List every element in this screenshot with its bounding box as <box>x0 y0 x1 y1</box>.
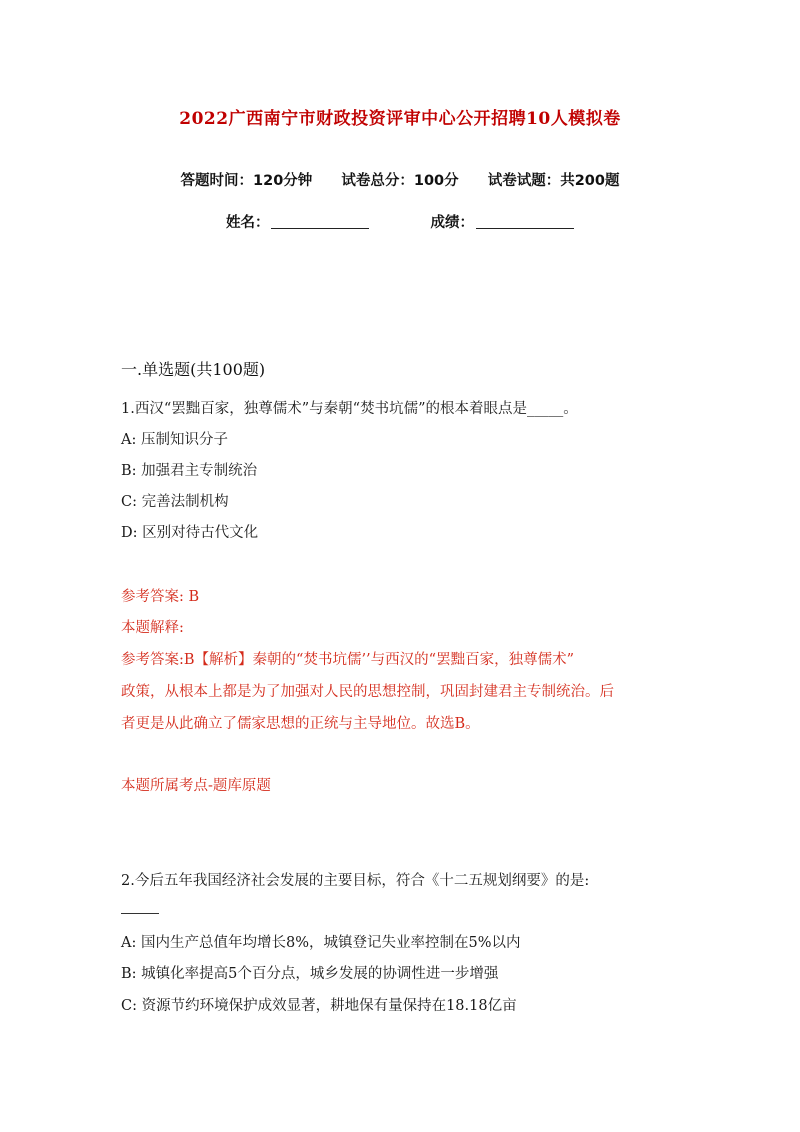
score-label: 成绩： <box>430 215 475 231</box>
section-title: 一.单选题(共100题) <box>121 360 266 379</box>
question-1-option-c: C: 完善法制机构 <box>121 494 229 510</box>
question-2-answer-blank <box>121 901 159 917</box>
question-2-option-a: A: 国内生产总值年均增长8%，城镇登记失业率控制在5%以内 <box>121 935 521 951</box>
name-label: 姓名： <box>225 215 270 231</box>
question-1-answer: 参考答案: B <box>121 589 200 605</box>
question-1-stem: 1.西汉“罢黜百家，独尊儒术”与秦朝“焚书坑儒”的根本着眼点是_____。 <box>121 401 578 417</box>
name-blank[interactable] <box>271 214 369 229</box>
exam-title: 2022广西南宁市财政投资评审中心公开招聘10人模拟卷 <box>179 109 621 129</box>
score-field <box>431 211 575 232</box>
question-1-explain-line-1: 参考答案:B【解析】秦朝的“焚书坑儒’’与西汉的“罢黜百家，独尊儒术” <box>121 652 574 668</box>
answer-blank <box>121 901 159 914</box>
question-2-stem: 2.今后五年我国经济社会发展的主要目标，符合《十二五规划纲要》的是: <box>121 873 590 889</box>
question-1-source: 本题所属考点-题库原题 <box>121 778 271 794</box>
exam-total-score: 试卷总分：100分 <box>341 173 459 189</box>
exam-meta <box>0 169 800 190</box>
question-2-option-c: C: 资源节约环境保护成效显著，耕地保有量保持在18.18亿亩 <box>121 998 517 1014</box>
question-1-explain-label: 本题解释: <box>121 620 184 636</box>
question-1-option-a: A: 压制知识分子 <box>121 432 228 448</box>
score-blank[interactable] <box>476 214 574 229</box>
name-score-bar <box>0 211 800 232</box>
name-field <box>226 211 370 232</box>
exam-time: 答题时间：120分钟 <box>180 173 313 189</box>
question-1-explain-line-3: 者更是从此确立了儒家思想的正统与主导地位。故选B。 <box>121 716 480 732</box>
question-1-option-d: D: 区别对待古代文化 <box>121 525 259 541</box>
exam-total-questions: 试卷试题：共200题 <box>487 173 620 189</box>
question-1-option-b: B: 加强君主专制统治 <box>121 463 258 479</box>
question-1-explain-line-2: 政策，从根本上都是为了加强对人民的思想控制，巩固封建君主专制统治。后 <box>121 684 614 700</box>
question-2-option-b: B: 城镇化率提高5个百分点，城乡发展的协调性进一步增强 <box>121 966 499 982</box>
